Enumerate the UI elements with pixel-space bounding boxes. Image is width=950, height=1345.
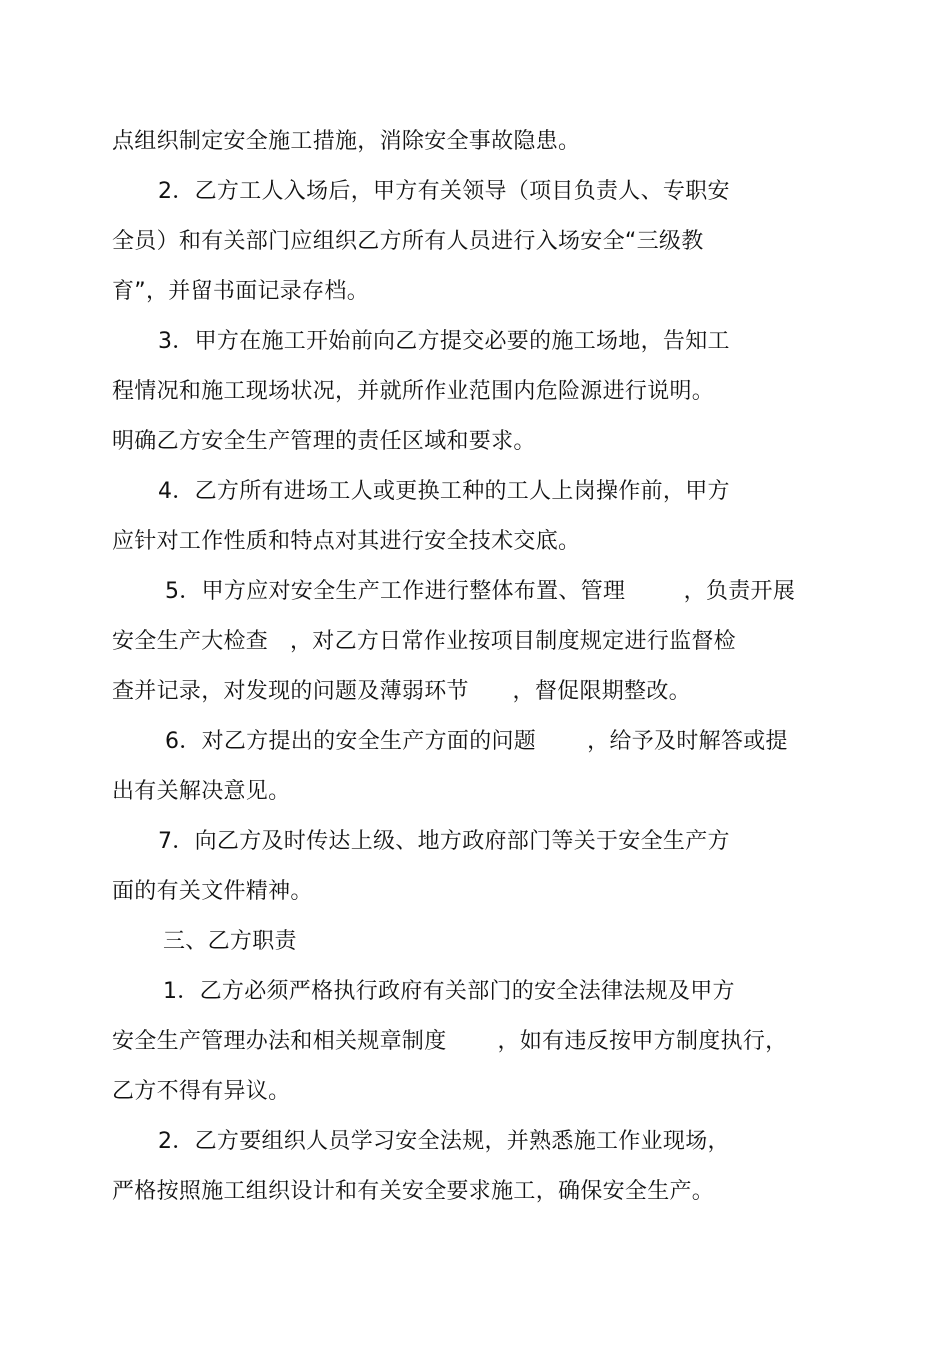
text-line: 3．甲方在施工开始前向乙方提交必要的施工场地，告知工 [158, 329, 730, 354]
text-line: 安全生产管理办法和相关规章制度 ，如有违反按甲方制度执行， [112, 1029, 788, 1054]
text-line: 程情况和施工现场状况，并就所作业范围内危险源进行说明。 [112, 379, 715, 404]
text-line: 7．向乙方及时传达上级、地方政府部门等关于安全生产方 [158, 829, 730, 854]
text-line: 面的有关文件精神。 [112, 879, 313, 904]
text-line: 应针对工作性质和特点对其进行安全技术交底。 [112, 529, 581, 554]
text-line: 1．乙方必须严格执行政府有关部门的安全法律法规及甲方 [163, 979, 735, 1004]
text-line: 查并记录，对发现的问题及薄弱环节 ，督促限期整改。 [112, 679, 691, 704]
text-line: 严格按照施工组织设计和有关安全要求施工，确保安全生产。 [112, 1179, 715, 1204]
text-line: 育”，并留书面记录存档。 [112, 279, 369, 304]
text-line: 2．乙方工人入场后，甲方有关领导（项目负责人、专职安 [158, 179, 730, 204]
text-line: 点组织制定安全施工措施，消除安全事故隐患。 [112, 129, 581, 154]
text-line: 明确乙方安全生产管理的责任区域和要求。 [112, 429, 536, 454]
text-line: 2．乙方要组织人员学习安全法规，并熟悉施工作业现场， [158, 1129, 730, 1154]
text-line: 4．乙方所有进场工人或更换工种的工人上岗操作前，甲方 [158, 479, 730, 504]
text-line: 乙方不得有异议。 [112, 1079, 291, 1104]
text-line: 6．对乙方提出的安全生产方面的问题 ，给予及时解答或提 [165, 729, 788, 754]
text-line: 安全生产大检查 ，对乙方日常作业按项目制度规定进行监督检 [112, 629, 736, 654]
section-heading: 三、乙方职责 [163, 929, 297, 954]
text-line: 全员）和有关部门应组织乙方所有人员进行入场安全“三级教 [112, 229, 704, 254]
text-line: 出有关解决意见。 [112, 779, 291, 804]
text-line: 5．甲方应对安全生产工作进行整体布置、管理 ，负责开展 [165, 579, 796, 604]
